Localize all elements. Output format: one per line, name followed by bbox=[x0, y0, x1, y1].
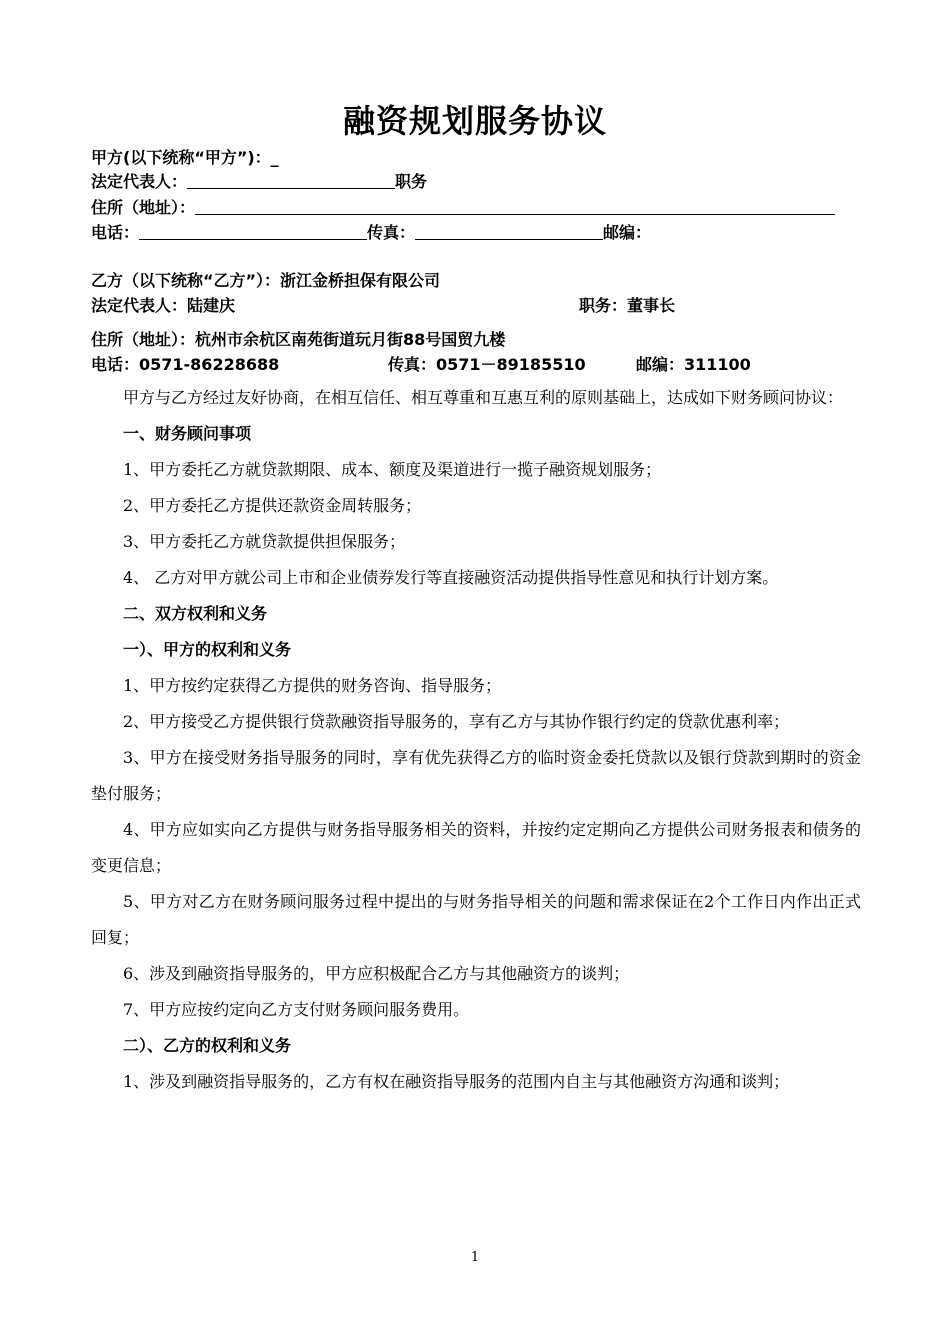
document-title: 融资规划服务协议 bbox=[342, 102, 607, 140]
body-paragraph: 2、甲方委托乙方提供还款资金周转服务； bbox=[123, 496, 422, 515]
section-heading: 二、双方权利和义务 bbox=[123, 604, 268, 623]
party-a-position-label: 职务 bbox=[395, 172, 428, 191]
party-a-intro: 甲方(以下统称“甲方”)：_ bbox=[91, 148, 279, 167]
body-paragraph: 3、甲方在接受财务指导服务的同时，享有优先获得乙方的临时资金委托贷款以及银行贷款到期时的资金垫付服务； bbox=[91, 748, 861, 803]
body-paragraph: 2、甲方接受乙方提供银行贷款融资指导服务的，享有乙方与其协作银行约定的贷款优惠利率； bbox=[123, 712, 790, 731]
section-heading: 二）、乙方的权利和义务 bbox=[123, 1036, 292, 1055]
party-a-rep-blank bbox=[187, 172, 395, 189]
body-paragraph: 甲方与乙方经过友好协商，在相互信任、相互尊重和互惠互利的原则基础上，达成如下财务顾问协议： bbox=[123, 388, 844, 407]
party-a-rep-line bbox=[91, 172, 427, 192]
party-a-address-line bbox=[91, 198, 835, 218]
party-a-address-label: 住所（地址）： bbox=[91, 198, 196, 217]
party-a-fax-label: 传真： bbox=[367, 223, 416, 242]
party-b-zip: 邮编：311100 bbox=[636, 355, 751, 374]
party-b-phone: 电话：0571-86228688 bbox=[91, 355, 280, 374]
agreement-body bbox=[91, 380, 861, 1100]
body-paragraph: 1、甲方委托乙方就贷款期限、成本、额度及渠道进行一揽子融资规划服务； bbox=[123, 460, 662, 479]
party-b-rep: 法定代表人：陆建庆 bbox=[91, 296, 236, 315]
party-b-fax: 传真：0571－89185510 bbox=[388, 355, 586, 374]
body-paragraph: 1、涉及到融资指导服务的，乙方有权在融资指导服务的范围内自主与其他融资方沟通和谈判； bbox=[123, 1072, 790, 1091]
party-b-position: 职务：董事长 bbox=[579, 296, 676, 315]
body-paragraph: 3、甲方委托乙方就贷款提供担保服务； bbox=[123, 532, 406, 551]
body-paragraph: 6、涉及到融资指导服务的，甲方应积极配合乙方与其他融资方的谈判； bbox=[123, 964, 630, 983]
body-paragraph: 1、甲方按约定获得乙方提供的财务咨询、指导服务； bbox=[123, 676, 502, 695]
body-paragraph: 4、甲方应如实向乙方提供与财务指导服务相关的资料，并按约定定期向乙方提供公司财务报表和债务的变更信息； bbox=[91, 820, 861, 875]
party-b-address: 住所（地址）：杭州市余杭区南苑街道玩月街88号国贸九楼 bbox=[91, 330, 506, 349]
party-a-address-blank bbox=[195, 198, 835, 215]
party-a-phone-blank bbox=[139, 223, 367, 240]
party-b-intro: 乙方（以下统称“乙方”）：浙江金桥担保有限公司 bbox=[91, 271, 441, 290]
party-a-zip-label: 邮编： bbox=[603, 223, 652, 242]
party-a-fax-blank bbox=[415, 223, 603, 240]
party-a-rep-label: 法定代表人： bbox=[91, 172, 188, 191]
party-a-contact-line bbox=[91, 223, 651, 243]
body-paragraph: 4、 乙方对甲方就公司上市和企业债券发行等直接融资活动提供指导性意见和执行计划方案。 bbox=[123, 568, 779, 587]
body-paragraph: 7、甲方应按约定向乙方支付财务顾问服务费用。 bbox=[123, 1000, 470, 1019]
section-heading: 一）、甲方的权利和义务 bbox=[123, 640, 292, 659]
body-paragraph: 5、甲方对乙方在财务顾问服务过程中提出的与财务指导相关的问题和需求保证在2个工作日内作出正式回复； bbox=[91, 892, 861, 947]
section-heading: 一、财务顾问事项 bbox=[123, 424, 252, 443]
page-number: 1 bbox=[470, 1250, 480, 1265]
party-a-phone-label: 电话： bbox=[91, 223, 140, 242]
